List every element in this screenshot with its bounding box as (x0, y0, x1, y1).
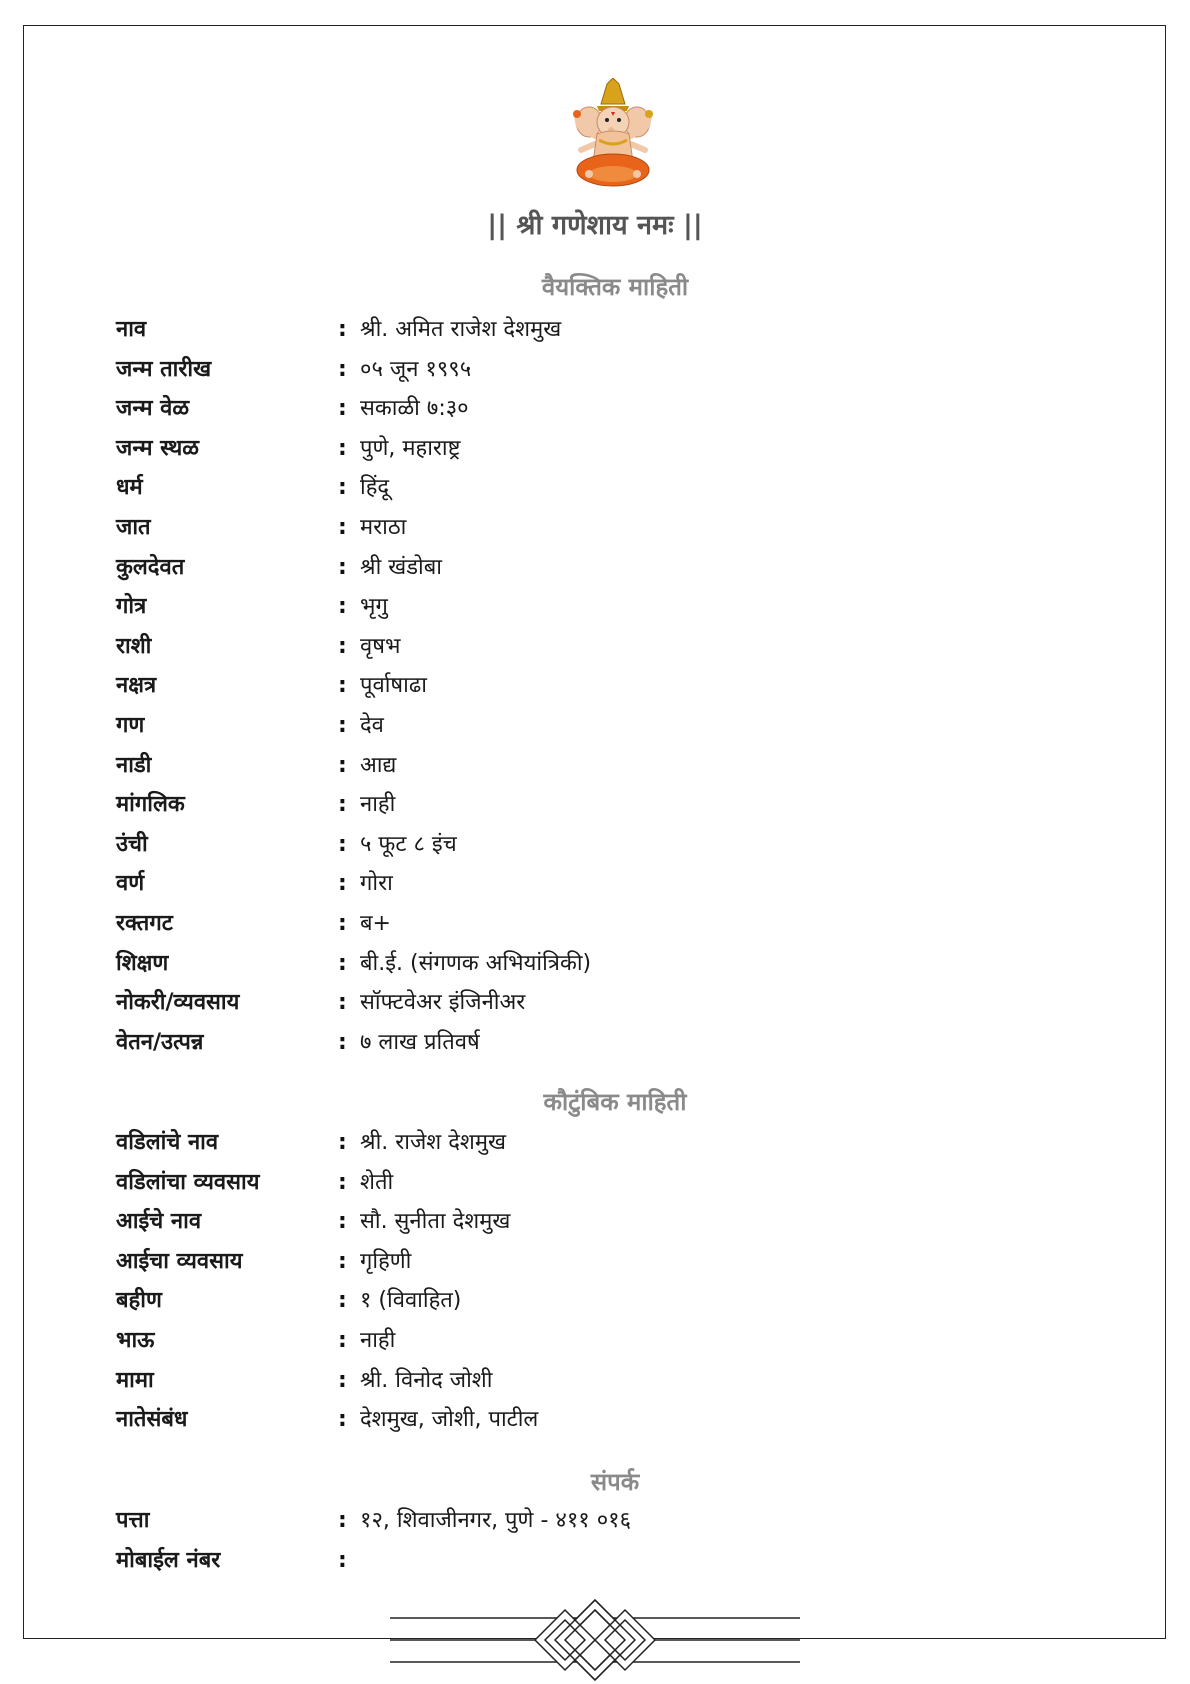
field-separator: : (338, 673, 347, 699)
field-separator: : (338, 911, 347, 936)
field-value: देव (360, 713, 384, 738)
field-separator: : (338, 831, 347, 857)
field-separator: : (338, 1508, 347, 1533)
field-label: धर्म (116, 475, 143, 501)
field-label: आईचे नाव (116, 1209, 202, 1235)
field-label: वर्ण (116, 871, 145, 897)
field-value: गोरा (360, 871, 393, 897)
field-value: नाही (360, 1328, 396, 1353)
field-separator: : (338, 515, 347, 540)
field-separator: : (338, 792, 347, 818)
field-value: ब+ (360, 911, 391, 936)
field-separator: : (338, 1130, 347, 1155)
field-label: कुलदेवत (116, 554, 185, 580)
field-value: शेती (360, 1169, 394, 1195)
field-label: नोकरी/व्यवसाय (116, 990, 240, 1016)
field-value: बी.ई. (संगणक अभियांत्रिकी) (360, 950, 592, 976)
field-label: मांगलिक (116, 792, 185, 818)
page-frame (23, 25, 1166, 1639)
field-separator: : (338, 594, 347, 620)
field-value: श्री. राजेश देशमुख (360, 1130, 507, 1155)
field-value: गृहिणी (360, 1248, 412, 1274)
field-separator: : (338, 1248, 347, 1274)
field-label: आईचा व्यवसाय (116, 1248, 243, 1274)
contact-section-title: संपर्क (590, 1468, 640, 1496)
field-label: वडिलांचे नाव (116, 1130, 219, 1155)
field-label: जन्म स्थळ (116, 435, 200, 461)
field-separator: : (338, 1029, 347, 1055)
family-section-title: कौटुंबिक माहिती (543, 1088, 687, 1116)
field-label: रक्तगट (116, 911, 173, 936)
field-label: नातेसंबंध (116, 1407, 188, 1433)
field-value: सौ. सुनीता देशमुख (360, 1209, 511, 1235)
field-label: शिक्षण (116, 950, 169, 976)
field-separator: : (338, 871, 347, 897)
field-label: गोत्र (116, 594, 147, 620)
field-value: ५ फूट ८ इंच (360, 831, 457, 857)
field-value: श्री. विनोद जोशी (360, 1367, 493, 1393)
field-label: नाव (116, 317, 147, 342)
field-label: बहीण (116, 1288, 162, 1314)
field-value: सकाळी ७:३० (360, 396, 469, 422)
field-value: पूर्वाषाढा (360, 673, 427, 699)
field-label: भाऊ (116, 1328, 155, 1353)
personal-section-title: वैयक्तिक माहिती (541, 273, 689, 301)
field-separator: : (338, 317, 347, 342)
field-label: मामा (116, 1367, 154, 1393)
field-value: वृषभ (360, 633, 401, 659)
ornament-divider (385, 1596, 805, 1684)
field-separator: : (338, 554, 347, 580)
field-value: आद्य (360, 752, 397, 778)
field-separator: : (338, 633, 347, 659)
field-separator: : (338, 1328, 347, 1353)
field-label: उंची (116, 831, 148, 857)
field-label: नक्षत्र (116, 673, 157, 699)
field-value: १२, शिवाजीनगर, पुणे - ४११ ०१६ (360, 1508, 632, 1533)
field-value: ७ लाख प्रतिवर्ष (360, 1029, 480, 1055)
field-separator: : (338, 1407, 347, 1433)
field-label: वेतन/उत्पन्न (116, 1029, 204, 1055)
field-separator: : (338, 1367, 347, 1393)
field-separator: : (338, 713, 347, 738)
field-separator: : (338, 1169, 347, 1195)
field-label: पत्ता (116, 1508, 150, 1533)
ganesha-icon (567, 78, 659, 190)
field-value: श्री. अमित राजेश देशमुख (360, 317, 562, 342)
field-separator: : (338, 435, 347, 461)
field-separator: : (338, 356, 347, 382)
invocation-heading: || श्री गणेशाय नमः || (487, 210, 703, 241)
field-label: मोबाईल नंबर (116, 1547, 221, 1573)
field-separator: : (338, 950, 347, 976)
field-value: हिंदू (360, 475, 390, 501)
field-label: राशी (116, 633, 152, 659)
field-label: जात (116, 515, 151, 540)
field-separator: : (338, 396, 347, 422)
field-separator: : (338, 752, 347, 778)
field-value: ०५ जून १९९५ (360, 356, 472, 382)
field-value: भृगु (360, 594, 388, 620)
field-label: वडिलांचा व्यवसाय (116, 1169, 260, 1195)
field-value: सॉफ्टवेअर इंजिनीअर (360, 990, 526, 1016)
field-separator: : (338, 1288, 347, 1314)
field-separator: : (338, 475, 347, 501)
field-separator: : (338, 990, 347, 1016)
field-separator: : (338, 1547, 347, 1573)
field-value: देशमुख, जोशी, पाटील (360, 1407, 539, 1433)
field-label: जन्म वेळ (116, 396, 190, 422)
field-value: मराठा (360, 515, 407, 540)
field-value: नाही (360, 792, 396, 818)
field-value: पुणे, महाराष्ट्र (360, 435, 461, 461)
field-label: गण (116, 713, 145, 738)
field-value: १ (विवाहित) (360, 1288, 462, 1314)
field-label: नाडी (116, 752, 152, 778)
field-separator: : (338, 1209, 347, 1235)
field-value: श्री खंडोबा (360, 554, 442, 580)
field-label: जन्म तारीख (116, 356, 212, 382)
